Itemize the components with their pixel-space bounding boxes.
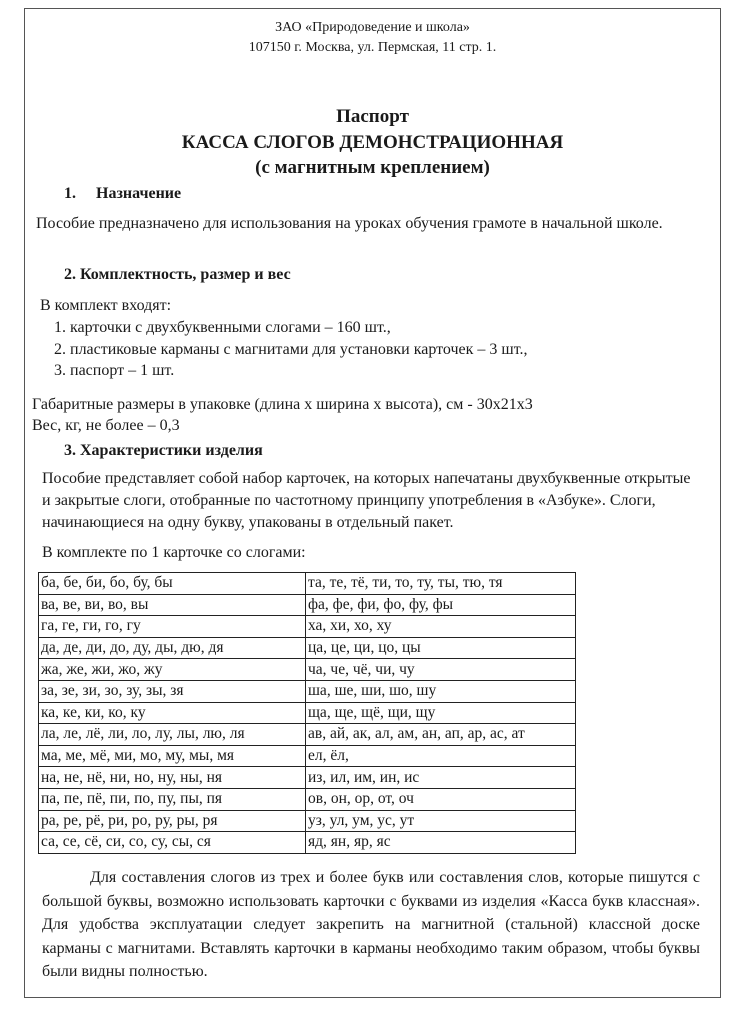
table-row <box>39 594 576 616</box>
table-row <box>39 637 576 659</box>
syllables-cell-right: ов, он, ор, от, оч <box>306 788 576 810</box>
weight-text: Вес, кг, не более – 0,3 <box>32 417 180 434</box>
dimensions-text: Габаритные размеры в упаковке (длина х ширина х высота), см - 30х21х3 <box>32 396 533 413</box>
kit-item-1: 1. карточки с двухбуквенными слогами – 160 шт., <box>54 319 391 336</box>
syllables-cell-left: ва, ве, ви, во, вы <box>39 594 306 616</box>
table-intro: В комплекте по 1 карточке со слогами: <box>42 544 306 561</box>
syllables-cell-left: на, не, нё, ни, но, ну, ны, ня <box>39 767 306 789</box>
syllables-cell-left: ла, ле, лё, ли, ло, лу, лы, лю, ля <box>39 724 306 746</box>
table-row <box>39 788 576 810</box>
syllables-cell-left: за, зе, зи, зо, зу, зы, зя <box>39 680 306 702</box>
syllables-table-body <box>39 573 576 854</box>
syllables-cell-left: са, се, сё, си, со, су, сы, ся <box>39 832 306 854</box>
syllables-cell-left: ба, бе, би, бо, бу, бы <box>39 573 306 595</box>
syllables-cell-right: уз, ул, ум, ус, ут <box>306 810 576 832</box>
section2-heading: 2. Комплектность, размер и вес <box>64 266 291 283</box>
table-row <box>39 702 576 724</box>
table-row <box>39 767 576 789</box>
syllables-cell-right: фа, фе, фи, фо, фу, фы <box>306 594 576 616</box>
syllables-cell-left: да, де, ди, до, ду, ды, дю, дя <box>39 637 306 659</box>
title-subtitle: (с магнитным креплением) <box>255 157 490 178</box>
syllables-cell-left: ка, ке, ки, ко, ку <box>39 702 306 724</box>
section1-text: Пособие предназначено для использования на уроках обучения грамоте в начальной школе. <box>36 215 663 232</box>
syllables-cell-right: ха, хи, хо, ху <box>306 616 576 638</box>
syllables-cell-right: ав, ай, ак, ал, ам, ан, ап, ар, ас, ат <box>306 724 576 746</box>
footer-paragraph <box>42 866 700 984</box>
table-row <box>39 832 576 854</box>
section1-number: 1. <box>64 185 76 202</box>
footer-text: Для составления слогов из трех и более букв или составления слов, которые пишутся с большой буквы, возможно использовать карточки с буквами из изделия «Касса букв классная». Для удобства эксплуатации следует закрепить на магнитной (стальной) классной доске карманы с магнитами. Вставлять карточки в карманы необходимо таким образом, чтобы буквы были видны полностью. <box>42 869 700 980</box>
title-passport: Паспорт <box>336 106 409 127</box>
title-product: КАССА СЛОГОВ ДЕМОНСТРАЦИОННАЯ <box>181 132 564 153</box>
syllables-cell-right: та, те, тё, ти, то, ту, ты, тю, тя <box>306 573 576 595</box>
section1-heading <box>64 184 181 204</box>
section3-text: Пособие представляет собой набор карточек, на которых напечатаны двухбуквенные открытые и закрытые слоги, отобранные по частотному принципу употребления в «Азбуке». Слоги, начинающиеся на одну букву, упакованы в отдельный пакет. <box>42 470 691 531</box>
syllables-cell-right: яд, ян, яр, яс <box>306 832 576 854</box>
syllables-cell-right: ча, че, чё, чи, чу <box>306 659 576 681</box>
table-row <box>39 680 576 702</box>
syllables-cell-left: ма, ме, мё, ми, мо, му, мы, мя <box>39 745 306 767</box>
syllables-cell-left: га, ге, ги, го, гу <box>39 616 306 638</box>
kit-item-2: 2. пластиковые карманы с магнитами для установки карточек – 3 шт., <box>54 341 528 358</box>
company-name: ЗАО «Природоведение и школа» <box>275 20 470 35</box>
section1-title: Назначение <box>96 185 182 202</box>
table-row <box>39 659 576 681</box>
kit-intro: В комплект входят: <box>40 297 172 314</box>
company-address: 107150 г. Москва, ул. Пермская, 11 стр. 1. <box>248 40 497 55</box>
table-row <box>39 724 576 746</box>
table-row <box>39 573 576 595</box>
syllables-cell-right: ел, ёл, <box>306 745 576 767</box>
syllables-cell-left: па, пе, пё, пи, по, пу, пы, пя <box>39 788 306 810</box>
kit-item-3: 3. паспорт – 1 шт. <box>54 362 175 379</box>
syllables-cell-left: жа, же, жи, жо, жу <box>39 659 306 681</box>
syllables-cell-right: из, ил, им, ин, ис <box>306 767 576 789</box>
syllables-cell-right: ща, ще, щё, щи, щу <box>306 702 576 724</box>
table-row <box>39 616 576 638</box>
table-row <box>39 745 576 767</box>
syllables-cell-left: ра, ре, рё, ри, ро, ру, ры, ря <box>39 810 306 832</box>
syllables-cell-right: ша, ше, ши, шо, шу <box>306 680 576 702</box>
syllables-cell-right: ца, це, ци, цо, цы <box>306 637 576 659</box>
syllables-table <box>38 572 576 854</box>
document-header <box>0 18 745 58</box>
section3-heading: 3. Характеристики изделия <box>64 442 263 459</box>
table-row <box>39 810 576 832</box>
